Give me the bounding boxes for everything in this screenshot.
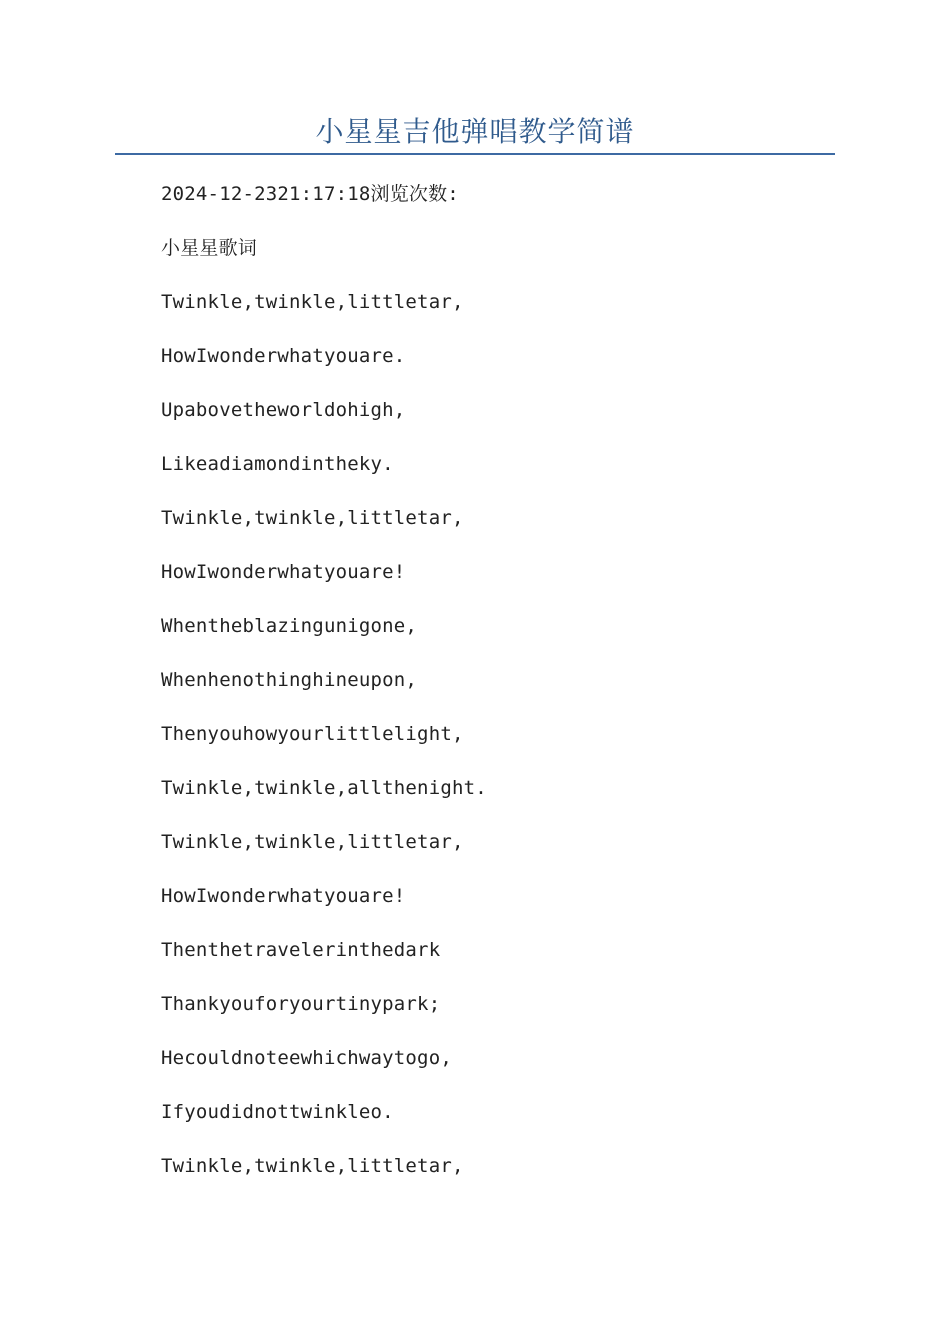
lyric-line: Ifyoudidnottwinkleo. — [161, 1101, 394, 1123]
section-heading: 小星星歌词 — [161, 237, 258, 259]
lyric-line: Thankyouforyourtinypark; — [161, 993, 441, 1015]
meta-line: 2024-12-2321:17:18浏览次数: — [161, 183, 459, 205]
document-body — [161, 178, 821, 1204]
lyric-line: Twinkle,twinkle,littletar, — [161, 1155, 464, 1177]
lyric-line: Thenthetravelerinthedark — [161, 939, 441, 961]
lyric-line: Hecouldnoteewhichwaytogo, — [161, 1047, 452, 1069]
lyric-line: Twinkle,twinkle,littletar, — [161, 831, 464, 853]
lyric-line: HowIwonderwhatyouare! — [161, 561, 406, 583]
lyric-line: Twinkle,twinkle,allthenight. — [161, 777, 487, 799]
lyric-line: Twinkle,twinkle,littletar, — [161, 291, 464, 313]
lyric-line: Upabovetheworldohigh, — [161, 399, 406, 421]
page-title: 小星星吉他弹唱教学简谱 — [315, 115, 635, 148]
lyric-line: Whentheblazingunigone, — [161, 615, 418, 637]
title-underline — [115, 153, 835, 155]
lyric-line: Thenyouhowyourlittlelight, — [161, 723, 464, 745]
lyric-line: Whenhenothinghineupon, — [161, 669, 418, 691]
lyric-line: HowIwonderwhatyouare. — [161, 345, 406, 367]
lyric-line: HowIwonderwhatyouare! — [161, 885, 406, 907]
lyric-line: Likeadiamondintheky. — [161, 453, 394, 475]
lyric-line: Twinkle,twinkle,littletar, — [161, 507, 464, 529]
